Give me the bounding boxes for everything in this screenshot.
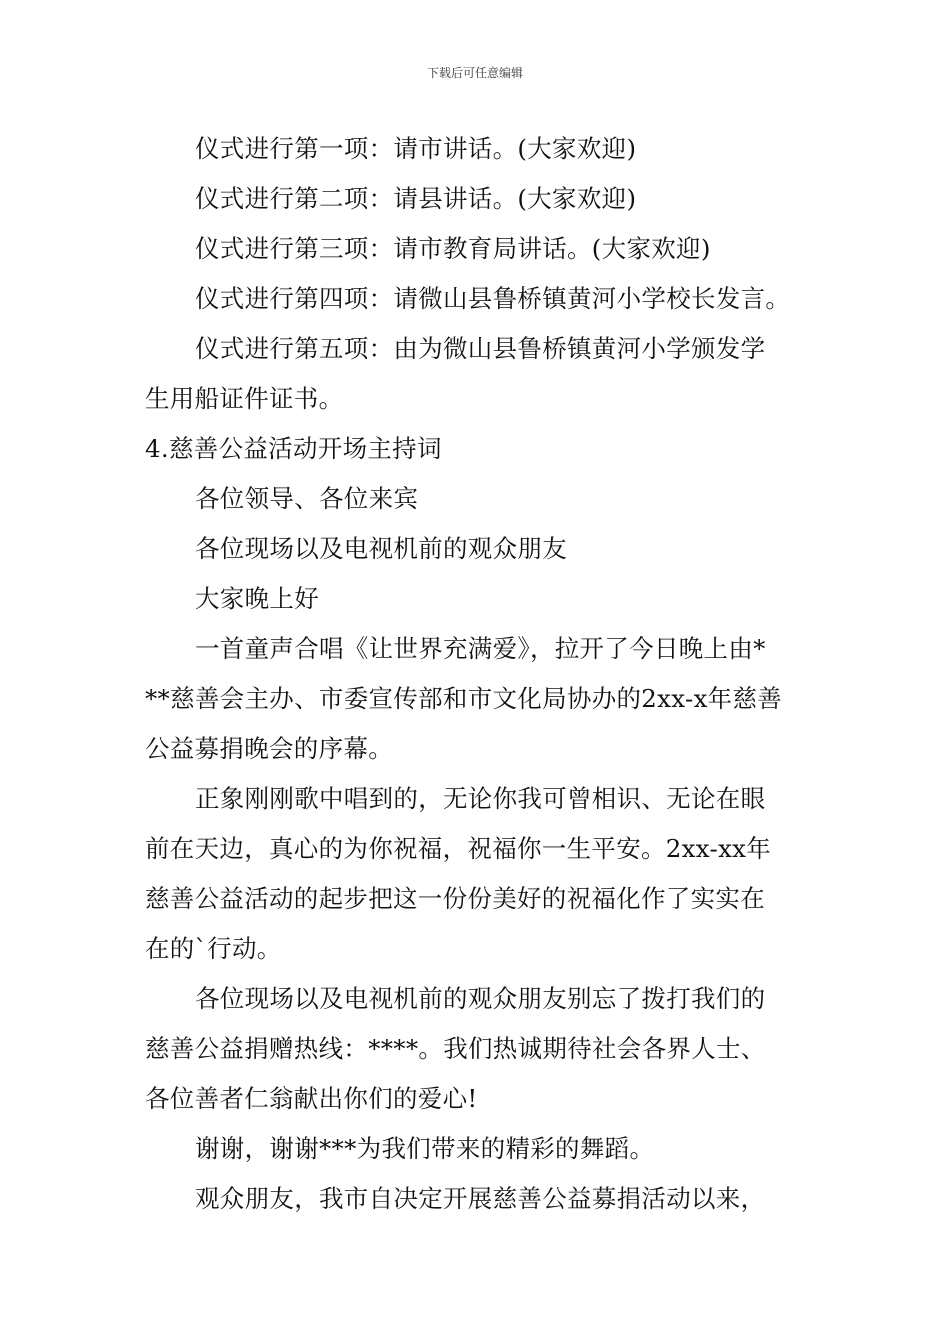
document-body <box>145 124 810 1224</box>
text-line: 生用船证件证书。 <box>145 384 344 413</box>
text-line: 正象刚刚歌中唱到的，无论你我可曾相识、无论在眼 <box>195 784 766 813</box>
text-line: 前在天边，真心的为你祝福，祝福你一生平安。2xx-xx年 <box>145 834 772 863</box>
text-line: 仪式进行第五项：由为微山县鲁桥镇黄河小学颁发学 <box>195 334 766 363</box>
text-line: 观众朋友，我市自决定开展慈善公益募捐活动以来， <box>195 1184 766 1213</box>
page-header-note: 下载后可任意编辑 <box>426 66 523 80</box>
text-line: 公益募捐晚会的序幕。 <box>145 734 393 763</box>
text-line: 慈善公益活动的起步把这一份份美好的祝福化作了实实在 <box>145 884 765 913</box>
text-line: 一首童声合唱《让世界充满爱》，拉开了今日晚上由* <box>195 634 766 663</box>
text-line: 各位现场以及电视机前的观众朋友 <box>195 534 567 563</box>
text-line: 各位领导、各位来宾 <box>195 484 419 513</box>
text-line: 大家晚上好 <box>195 584 319 613</box>
text-line: 各位现场以及电视机前的观众朋友别忘了拨打我们的 <box>195 984 766 1013</box>
text-line: **慈善会主办、市委宣传部和市文化局协办的2xx-x年慈善 <box>145 684 783 713</box>
text-line: 仪式进行第四项：请微山县鲁桥镇黄河小学校长发言。 <box>195 284 791 313</box>
text-line: 仪式进行第三项：请市教育局讲话。(大家欢迎) <box>195 234 711 263</box>
text-line: 仪式进行第一项：请市讲话。(大家欢迎) <box>195 134 637 163</box>
text-line: 仪式进行第二项：请县讲话。(大家欢迎) <box>195 184 637 213</box>
text-line: 慈善公益捐赠热线：****。我们热诚期待社会各界人士、 <box>145 1034 766 1063</box>
section-heading: 4.慈善公益活动开场主持词 <box>145 434 442 463</box>
text-line: 在的`行动。 <box>145 934 282 963</box>
text-line: 各位善者仁翁献出你们的爱心! <box>145 1084 478 1113</box>
text-line: 谢谢，谢谢***为我们带来的精彩的舞蹈。 <box>195 1134 655 1163</box>
